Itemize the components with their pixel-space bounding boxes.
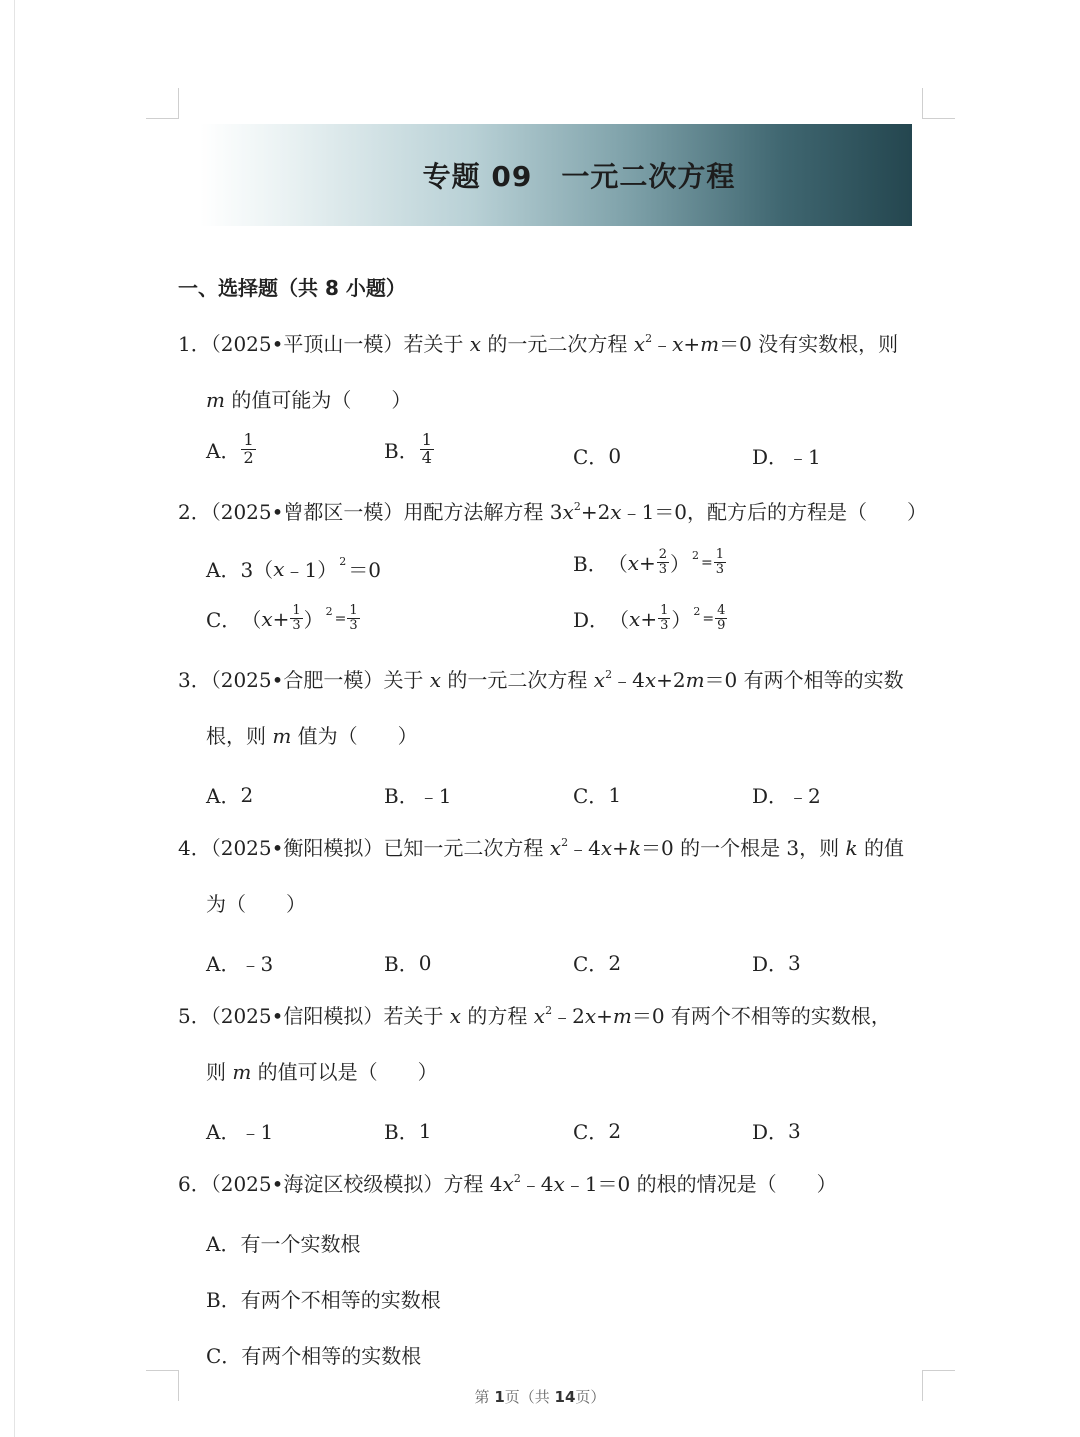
q2-option-d: D． （ x + $\frac{1}{3}$ ） 2 = $\frac{4}{9}$ bbox=[573, 603, 726, 633]
question-3-line-2: 根，则 m 值为（ ） bbox=[206, 724, 418, 748]
question-4-line-2: 为（ ） bbox=[206, 892, 306, 916]
question-5-line-2: 则 m 的值可以是（ ） bbox=[206, 1060, 438, 1084]
q6-option-c: C． 有两个相等的实数根 bbox=[206, 1344, 422, 1368]
title-banner bbox=[200, 124, 912, 226]
q4-option-a: A． ﹣3 bbox=[206, 952, 274, 976]
q1-option-b: B． $\frac{1}{4}$ bbox=[384, 430, 432, 467]
q4-option-c: C． 2 bbox=[573, 950, 622, 976]
q5-option-c: C． 2 bbox=[573, 1118, 622, 1144]
q3-option-d: D． ﹣2 bbox=[752, 784, 821, 808]
q2-option-b: B． （ x + $\frac{2}{3}$ ） 2 = $\frac{1}{3}$ bbox=[573, 547, 725, 577]
page-edge bbox=[14, 0, 15, 1437]
q6-option-b: B． 有两个不相等的实数根 bbox=[206, 1288, 441, 1312]
q2-option-c: C． （ x + $\frac{1}{3}$ ） 2 = $\frac{1}{3}$ bbox=[206, 603, 358, 633]
question-1: 1．（2025•平顶山一模）若关于 x 的一元二次方程 $x^2﹣x+m=0$ 没有实数根，则 bbox=[178, 332, 899, 356]
q3-option-b: B． ﹣1 bbox=[384, 784, 452, 808]
q1-option-d: D． ﹣1 bbox=[752, 445, 821, 469]
page-title: 专题 09 一元二次方程 bbox=[422, 160, 736, 193]
q4-option-d: D． 3 bbox=[752, 950, 801, 976]
q5-option-d: D． 3 bbox=[752, 1118, 801, 1144]
section-heading: 一、选择题（共 8 小题） bbox=[178, 276, 406, 300]
q4-option-b: B． 0 bbox=[384, 950, 432, 976]
q3-option-c: C． 1 bbox=[573, 782, 622, 808]
page-number-footer: 第 1页（共 14页） bbox=[474, 1388, 606, 1406]
question-2: 2．（2025•曾都区一模）用配方法解方程 $3x^2+2x﹣1=0$，配方后的方程是（ ） bbox=[178, 500, 928, 524]
q6-option-a: A． 有一个实数根 bbox=[206, 1232, 361, 1256]
crop-mark-top-left bbox=[146, 88, 179, 119]
question-5: 5．（2025•信阳模拟）若关于 x 的方程 $x^2﹣2x+m=0$ 有两个不相等的实数根， bbox=[178, 1004, 891, 1028]
q1-option-a: A． $\frac{1}{2}$ bbox=[206, 430, 254, 467]
question-4: 4．（2025•衡阳模拟）已知一元二次方程 $x^2﹣4x+k=0$ 的一个根是 3，则 k 的值 bbox=[178, 836, 904, 860]
q5-option-a: A． ﹣1 bbox=[206, 1120, 274, 1144]
q2-option-a: A． 3（ x ﹣1） 2 ＝0 bbox=[206, 555, 381, 582]
crop-mark-top-right bbox=[922, 88, 955, 119]
question-1-line-2: m 的值可能为（ ） bbox=[206, 388, 412, 412]
q5-option-b: B． 1 bbox=[384, 1118, 432, 1144]
q1-option-c: C． 0 bbox=[573, 443, 622, 469]
question-3: 3．（2025•合肥一模）关于 x 的一元二次方程 $x^2﹣4x+2m=0$ 有两个相等的实数 bbox=[178, 668, 904, 692]
question-6: 6．（2025•海淀区校级模拟）方程 $4x^2﹣4x﹣1=0$ 的根的情况是（ ） bbox=[178, 1172, 837, 1196]
q3-option-a: A． 2 bbox=[206, 782, 254, 808]
